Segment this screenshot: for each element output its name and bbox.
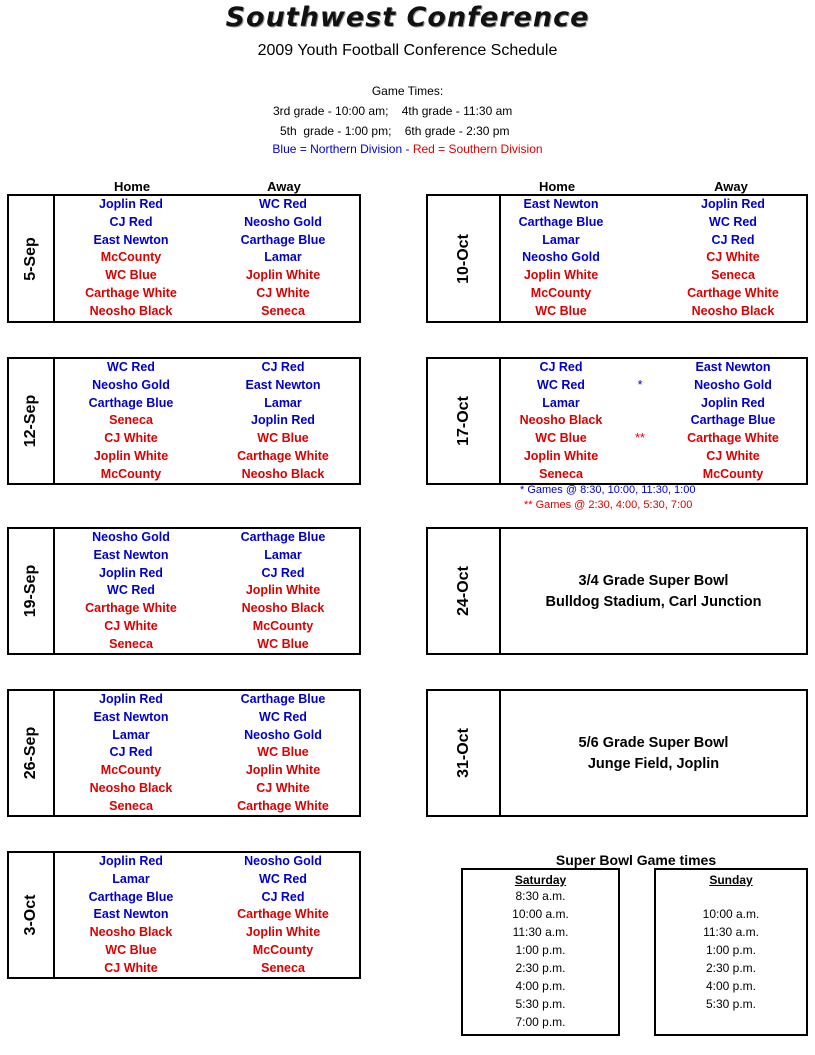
- game-row: [55, 467, 359, 485]
- away-team: McCounty: [702, 466, 764, 481]
- game-row: [55, 286, 359, 304]
- game-row: [55, 566, 359, 584]
- game-row: [55, 890, 359, 908]
- game-row: [501, 268, 806, 286]
- home-team: Lamar: [112, 871, 150, 886]
- home-team: Neosho Black: [89, 780, 173, 795]
- game-row: [501, 250, 806, 268]
- away-team: Seneca: [261, 303, 305, 318]
- game-row: [501, 396, 806, 414]
- sunday-times-box: [654, 868, 808, 1036]
- home-team: WC Blue: [105, 268, 157, 283]
- away-team: McCounty: [252, 618, 314, 633]
- away-team: Seneca: [261, 960, 305, 975]
- home-team: CJ Red: [539, 360, 583, 374]
- week-box: [7, 527, 361, 655]
- game-time: 1:00 p.m.: [515, 943, 566, 957]
- home-team: East Newton: [93, 709, 169, 724]
- game-row: [55, 431, 359, 449]
- game-row: [55, 763, 359, 781]
- week-box: [7, 357, 361, 485]
- home-team: Carthage White: [85, 285, 177, 300]
- week-box: [426, 357, 808, 485]
- week-date: 12-Sep: [22, 394, 39, 448]
- away-team: Carthage Blue: [240, 530, 326, 544]
- home-team: Carthage Blue: [88, 395, 174, 410]
- week-date: 24-Oct: [454, 566, 472, 616]
- home-team: Joplin Red: [99, 854, 163, 868]
- right-away-header: Away: [714, 179, 748, 194]
- away-team: Carthage White: [237, 798, 329, 813]
- away-team: WC Blue: [257, 745, 309, 760]
- game-list: [55, 359, 359, 483]
- week-date-cell: [428, 529, 501, 653]
- game-time: 4:00 p.m.: [515, 979, 566, 993]
- week-date-cell: [428, 691, 501, 815]
- away-team: CJ White: [706, 448, 760, 463]
- home-team: WC Blue: [535, 431, 587, 446]
- away-team: Joplin White: [245, 763, 321, 778]
- away-team: CJ White: [256, 285, 310, 300]
- home-team: Joplin White: [93, 448, 169, 463]
- saturday-label: Saturday: [514, 873, 567, 887]
- game-row: [55, 637, 359, 655]
- away-team: Seneca: [711, 268, 755, 283]
- time-note-marker: **: [635, 431, 645, 446]
- game-row: [501, 286, 806, 304]
- game-row: [501, 431, 806, 449]
- week-date: 26-Sep: [22, 726, 39, 780]
- home-team: CJ White: [104, 960, 158, 975]
- legend-northern: Blue = Northern Division -: [272, 142, 410, 156]
- game-time: [656, 887, 806, 905]
- game-time: 10:00 a.m.: [702, 907, 760, 921]
- home-team: Neosho Gold: [522, 250, 600, 265]
- week-date: 10-Oct: [454, 233, 472, 284]
- home-team: McCounty: [530, 285, 592, 300]
- game-list: [501, 196, 806, 321]
- game-row: [55, 268, 359, 286]
- away-team: Carthage White: [687, 285, 779, 300]
- away-team: East Newton: [695, 360, 771, 374]
- home-team: Neosho Black: [89, 303, 173, 318]
- away-team: Carthage Blue: [240, 232, 326, 247]
- away-team: Neosho Black: [241, 466, 325, 481]
- home-team: WC Red: [107, 360, 155, 374]
- game-row: [501, 215, 806, 233]
- week-date-cell: [428, 359, 501, 483]
- game-time: 5:30 p.m.: [705, 997, 757, 1011]
- week-date-cell: [9, 196, 55, 321]
- week-box: [7, 194, 361, 323]
- game-row: [55, 961, 359, 979]
- conference-title: Southwest Conference: [225, 2, 590, 33]
- game-row: [501, 378, 806, 396]
- home-team: East Newton: [93, 907, 169, 922]
- away-team: Carthage Blue: [690, 413, 776, 428]
- game-time: 7:00 p.m.: [515, 1015, 566, 1029]
- super-bowl-box: [426, 689, 808, 817]
- week-date: 31-Oct: [454, 728, 472, 778]
- game-row: [55, 413, 359, 431]
- super-bowl-title: 5/6 Grade Super Bowl: [578, 734, 729, 751]
- home-team: CJ White: [104, 618, 158, 633]
- game-row: [55, 396, 359, 414]
- game-row: [55, 872, 359, 890]
- away-team: CJ Red: [261, 889, 305, 904]
- game-row: [55, 728, 359, 746]
- home-team: McCounty: [100, 763, 162, 778]
- game-list: [55, 196, 359, 321]
- game-time: 11:30 a.m.: [703, 925, 759, 939]
- home-team: Lamar: [542, 232, 580, 247]
- game-row: [501, 197, 806, 215]
- home-team: Lamar: [112, 727, 150, 742]
- home-team: Joplin Red: [99, 692, 163, 706]
- game-row: [55, 781, 359, 799]
- super-bowl-title: 3/4 Grade Super Bowl: [578, 572, 729, 589]
- away-team: East Newton: [245, 377, 321, 392]
- saturday-times-box: [461, 868, 620, 1036]
- right-home-header: Home: [538, 179, 576, 194]
- home-team: WC Blue: [535, 303, 587, 318]
- game-time: 8:30 a.m.: [515, 889, 566, 903]
- away-team: Neosho Gold: [244, 214, 322, 229]
- away-team: Lamar: [264, 250, 302, 265]
- division-legend: [0, 142, 815, 156]
- home-team: Seneca: [109, 798, 153, 813]
- game-times-line-1: 3rd grade - 10:00 am; 4th grade - 11:30 am: [273, 104, 513, 118]
- home-team: CJ White: [104, 431, 158, 446]
- home-team: Joplin Red: [99, 565, 163, 580]
- game-time: 2:30 p.m.: [515, 961, 566, 975]
- game-row: [55, 233, 359, 251]
- game-row: [55, 745, 359, 763]
- away-team: Joplin White: [245, 583, 321, 598]
- away-team: Lamar: [264, 395, 302, 410]
- time-note-marker: *: [637, 377, 643, 392]
- game-row: [55, 601, 359, 619]
- home-team: Neosho Black: [519, 413, 603, 428]
- game-row: [55, 619, 359, 637]
- game-row: [501, 360, 806, 378]
- away-team: Neosho Black: [691, 303, 775, 318]
- week-date-cell: [9, 691, 55, 815]
- home-team: McCounty: [100, 466, 162, 481]
- game-row: [55, 530, 359, 548]
- left-home-header: Home: [113, 179, 151, 194]
- game-list: [501, 359, 806, 483]
- super-bowl-times-title: Super Bowl Game times: [555, 852, 717, 868]
- game-row: [55, 907, 359, 925]
- away-team: WC Red: [259, 709, 307, 724]
- home-team: Carthage White: [85, 601, 177, 616]
- away-team: Carthage Blue: [240, 692, 326, 706]
- home-team: Joplin White: [523, 268, 599, 283]
- week-date: 5-Sep: [22, 236, 39, 281]
- game-time: 11:30 a.m.: [512, 925, 569, 939]
- week-box: [7, 851, 361, 979]
- away-team: CJ Red: [711, 232, 755, 247]
- sunday-times: [656, 887, 806, 1013]
- week-date: 19-Sep: [22, 564, 39, 618]
- game-row: [55, 449, 359, 467]
- home-team: Carthage Blue: [518, 214, 604, 229]
- game-row: [55, 197, 359, 215]
- away-team: Carthage White: [237, 907, 329, 922]
- away-team: Neosho Gold: [244, 854, 322, 868]
- away-team: Joplin White: [245, 925, 321, 940]
- game-row: [501, 413, 806, 431]
- week-date-cell: [9, 853, 55, 977]
- super-bowl-info: [501, 529, 806, 653]
- home-team: East Newton: [523, 197, 599, 211]
- legend-southern: Red = Southern Division: [412, 142, 543, 156]
- away-team: Joplin Red: [251, 413, 315, 428]
- home-team: Joplin White: [523, 448, 599, 463]
- game-row: [55, 854, 359, 872]
- game-time: 2:30 p.m.: [705, 961, 757, 975]
- away-team: Joplin Red: [701, 395, 765, 410]
- away-team: Lamar: [264, 547, 302, 562]
- home-team: Lamar: [542, 395, 580, 410]
- home-team: McCounty: [100, 250, 162, 265]
- week-date: 3-Oct: [22, 894, 39, 936]
- schedule-subtitle: 2009 Youth Football Conference Schedule: [257, 42, 558, 59]
- game-row: [501, 233, 806, 251]
- week-date: 17-Oct: [454, 396, 472, 446]
- game-row: [55, 215, 359, 233]
- game-row: [55, 378, 359, 396]
- game-row: [55, 250, 359, 268]
- away-team: WC Blue: [257, 431, 309, 446]
- away-team: McCounty: [252, 942, 314, 957]
- home-team: Joplin Red: [99, 197, 163, 211]
- home-team: Neosho Gold: [92, 377, 170, 392]
- game-time: 4:00 p.m.: [705, 979, 757, 993]
- away-team: Neosho Black: [241, 601, 325, 616]
- away-team: Carthage White: [687, 431, 779, 446]
- home-team: Carthage Blue: [88, 889, 174, 904]
- note-double-star: ** Games @ 2:30, 4:00, 5:30, 7:00: [524, 499, 693, 511]
- home-team: WC Blue: [105, 942, 157, 957]
- away-team: Carthage White: [237, 448, 329, 463]
- game-row: [501, 449, 806, 467]
- game-times-line-2: 5th grade - 1:00 pm; 6th grade - 2:30 pm: [280, 124, 510, 138]
- home-team: Neosho Black: [89, 925, 173, 940]
- super-bowl-venue: Junge Field, Joplin: [587, 755, 720, 772]
- super-bowl-box: [426, 527, 808, 655]
- super-bowl-venue: Bulldog Stadium, Carl Junction: [545, 593, 762, 610]
- week-box: [426, 194, 808, 323]
- week-date-cell: [9, 529, 55, 653]
- game-row: [501, 467, 806, 485]
- game-row: [55, 710, 359, 728]
- away-team: CJ Red: [261, 565, 305, 580]
- home-team: Seneca: [539, 466, 583, 481]
- game-time: 10:00 a.m.: [512, 907, 569, 921]
- home-team: CJ Red: [109, 214, 153, 229]
- away-team: CJ White: [256, 780, 310, 795]
- away-team: WC Red: [709, 214, 757, 229]
- home-team: WC Red: [107, 583, 155, 598]
- left-away-header: Away: [267, 179, 301, 194]
- away-team: WC Red: [259, 197, 307, 211]
- away-team: CJ Red: [261, 360, 305, 374]
- game-list: [55, 529, 359, 653]
- week-box: [7, 689, 361, 817]
- away-team: WC Red: [259, 871, 307, 886]
- away-team: Neosho Gold: [694, 377, 772, 392]
- away-team: Joplin White: [245, 268, 321, 283]
- away-team: CJ White: [706, 250, 760, 265]
- game-row: [501, 304, 806, 322]
- game-time: 5:30 p.m.: [515, 997, 566, 1011]
- home-team: Seneca: [109, 636, 153, 651]
- game-row: [55, 692, 359, 710]
- home-team: Seneca: [109, 413, 153, 428]
- game-row: [55, 360, 359, 378]
- away-team: Joplin Red: [701, 197, 765, 211]
- game-row: [55, 943, 359, 961]
- game-row: [55, 548, 359, 566]
- sunday-label: Sunday: [709, 873, 753, 887]
- game-row: [55, 583, 359, 601]
- home-team: CJ Red: [109, 745, 153, 760]
- home-team: WC Red: [537, 377, 585, 392]
- game-row: [55, 799, 359, 817]
- game-list: [55, 691, 359, 815]
- saturday-times: [463, 887, 618, 1031]
- game-row: [55, 304, 359, 322]
- week-date-cell: [9, 359, 55, 483]
- home-team: East Newton: [93, 232, 169, 247]
- away-team: Neosho Gold: [244, 727, 322, 742]
- home-team: East Newton: [93, 547, 169, 562]
- home-team: Neosho Gold: [92, 530, 170, 544]
- game-time: 1:00 p.m.: [705, 943, 757, 957]
- note-single-star: * Games @ 8:30, 10:00, 11:30, 1:00: [520, 484, 696, 496]
- game-list: [55, 853, 359, 977]
- super-bowl-info: [501, 691, 806, 815]
- game-row: [55, 925, 359, 943]
- week-date-cell: [428, 196, 501, 321]
- away-team: WC Blue: [257, 636, 309, 651]
- game-times-label: Game Times:: [371, 84, 444, 98]
